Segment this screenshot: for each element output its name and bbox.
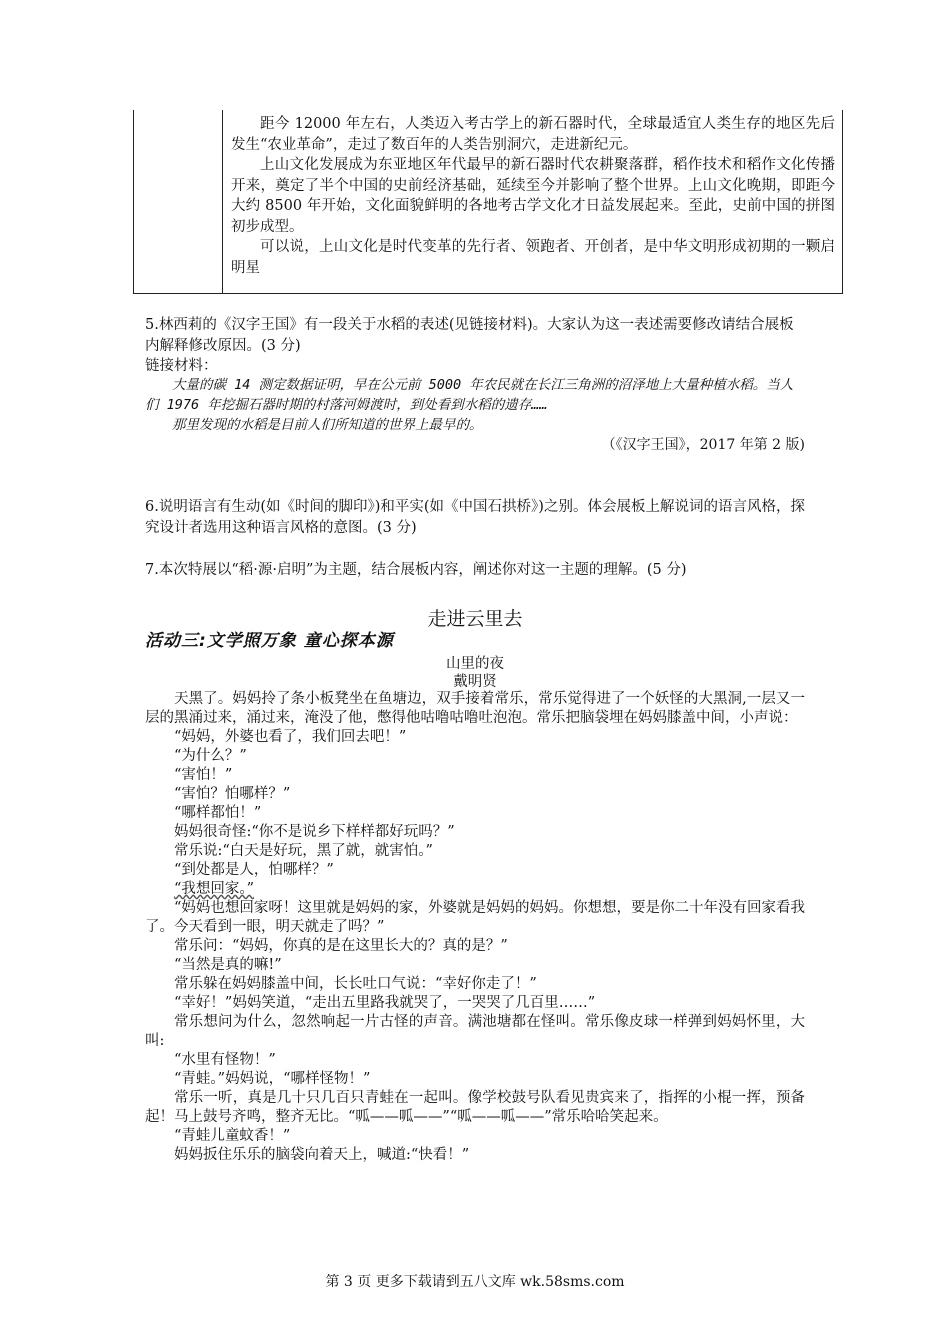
story-paragraph: “妈妈也想回家呀！这里就是妈妈的家，外婆就是妈妈的妈妈。你想想，要是你二十年没有回家看我了。今天看到一眼，明天就走了吗？” [145, 900, 805, 935]
story-paragraph: “妈妈，外婆也看了，我们回去吧！” [174, 729, 407, 745]
link-material-quote [145, 375, 805, 435]
activity-title: 活动三:文学照万象 童心探本源 [145, 631, 394, 651]
question-7 [145, 560, 805, 581]
section-title: 走进云里去 [427, 608, 523, 630]
link-material-label: 链接材料： [145, 358, 218, 374]
story-paragraph: 常乐说:“白天是好玩，黑了就，就害怕。” [174, 843, 433, 859]
story-paragraph: “幸好！”妈妈笑道，“走出五里路我就哭了，一哭哭了几百里……” [174, 995, 596, 1011]
story-paragraph: “哪样都怕！” [174, 805, 262, 821]
table-left-column [134, 110, 223, 293]
story-paragraph: “青蛙儿童蚊香！” [174, 1128, 291, 1144]
question-6 [145, 497, 805, 538]
question-5-text: 5.林西莉的《汉字王国》有一段关于水稻的表述(见链接材料)。大家认为这一表述需要修改请结合展板内解释修改原因。(3 分) [145, 317, 794, 354]
story-paragraph: “害怕！” [174, 767, 233, 783]
question-5 [145, 315, 805, 377]
story-paragraph: “当然是真的嘛!” [174, 957, 282, 973]
story-paragraph: 常乐想问为什么，忽然响起一片古怪的声音。满池塘都在怪叫。常乐像皮球一样弹到妈妈怀里，大叫: [145, 1014, 805, 1049]
quote-paragraph: 那里发现的水稻是目前人们所知道的世界上最早的。 [172, 417, 483, 433]
story-paragraph: “到处都是人，怕哪样？” [174, 862, 334, 878]
exhibit-table [133, 110, 843, 294]
story-paragraph: 常乐一听，真是几十只几百只青蛙在一起叫。像学校鼓号队看见贵宾来了，指挥的小棍一挥，预备起！马上鼓号齐鸣，整齐无比。“呱——呱——”“呱——呱——”常乐哈哈笑起来。 [145, 1090, 805, 1125]
question-6-text: 6.说明语言有生动(如《时间的脚印》)和平实(如《中国石拱桥》)之别。体会展板上解说词的语言风格，探究设计者选用这种语言风格的意图。(3 分) [145, 499, 805, 536]
story-paragraph: 常乐躲在妈妈膝盖中间，长长吐口气说：“幸好你走了！” [174, 976, 537, 992]
story-body [145, 690, 805, 1165]
page-footer: 第 3 页 更多下载请到五八文库 wk.58sms.com [325, 1274, 625, 1290]
story-paragraph: “水里有怪物！” [174, 1052, 276, 1068]
wavy-underlined-text: “我想回家。” [174, 881, 255, 897]
story-paragraph: “为什么？” [174, 748, 247, 764]
question-7-text: 7.本次特展以“稻·源·启明”为主题，结合展板内容，阐述你对这一主题的理解。(5 分) [145, 562, 687, 578]
story-paragraph: 天黑了。妈妈拎了条小板凳坐在鱼塘边，双手接着常乐，常乐觉得进了一个妖怪的大黑洞,一层又一层的黑涌过来，涌过来，淹没了他，憋得他咕噜咕噜吐泡泡。常乐把脑袋埋在妈妈膝盖中间，小声说： [145, 691, 805, 726]
table-paragraph: 上山文化发展成为东亚地区年代最早的新石器时代农耕聚落群，稻作技术和稻作文化传播开来，奠定了半个中国的史前经济基础，延续至今并影响了整个世界。上山文化晚期，即距今大约 8500 年开始，文化面貌鲜明的各地考古学文化才日益发展起来。至此，史前中国的拼图初步成型。 [231, 157, 835, 235]
story-paragraph: “害怕？怕哪样？” [174, 786, 291, 802]
story-paragraph: “青蛙。”妈妈说，“哪样怪物！” [174, 1071, 371, 1087]
story-paragraph: 妈妈扳住乐乐的脑袋向着天上，喊道:“快看！” [174, 1147, 470, 1163]
story-paragraph-underlined [145, 880, 805, 899]
quote-paragraph: 大量的碳 14 测定数据证明，早在公元前 5000 年农民就在长江三角洲的沼泽地上大量种植水稻。当人们 1976 年挖掘石器时期的村落河姆渡时，到处看到水稻的遗存…… [145, 377, 794, 413]
table-paragraph: 距今 12000 年左右，人类迈入考古学上的新石器时代，全球最适宜人类生存的地区先后发生“农业革命”，走过了数百年的人类告别洞穴，走进新纪元。 [231, 116, 835, 153]
table-paragraph: 可以说，上山文化是时代变革的先行者、领跑者、开创者，是中华文明形成初期的一颗启明星 [231, 239, 835, 276]
story-paragraph: 常乐问：“妈妈，你真的是在这里长大的？真的是？” [174, 938, 508, 954]
story-author: 戴明贤 [453, 674, 497, 690]
quote-citation: （《汉字王国》，2017 年第 2 版) [601, 437, 805, 453]
story-paragraph: 妈妈很奇怪:“你不是说乡下样样都好玩吗？” [174, 824, 455, 840]
table-text-cell [231, 114, 835, 278]
story-title: 山里的夜 [446, 656, 504, 672]
